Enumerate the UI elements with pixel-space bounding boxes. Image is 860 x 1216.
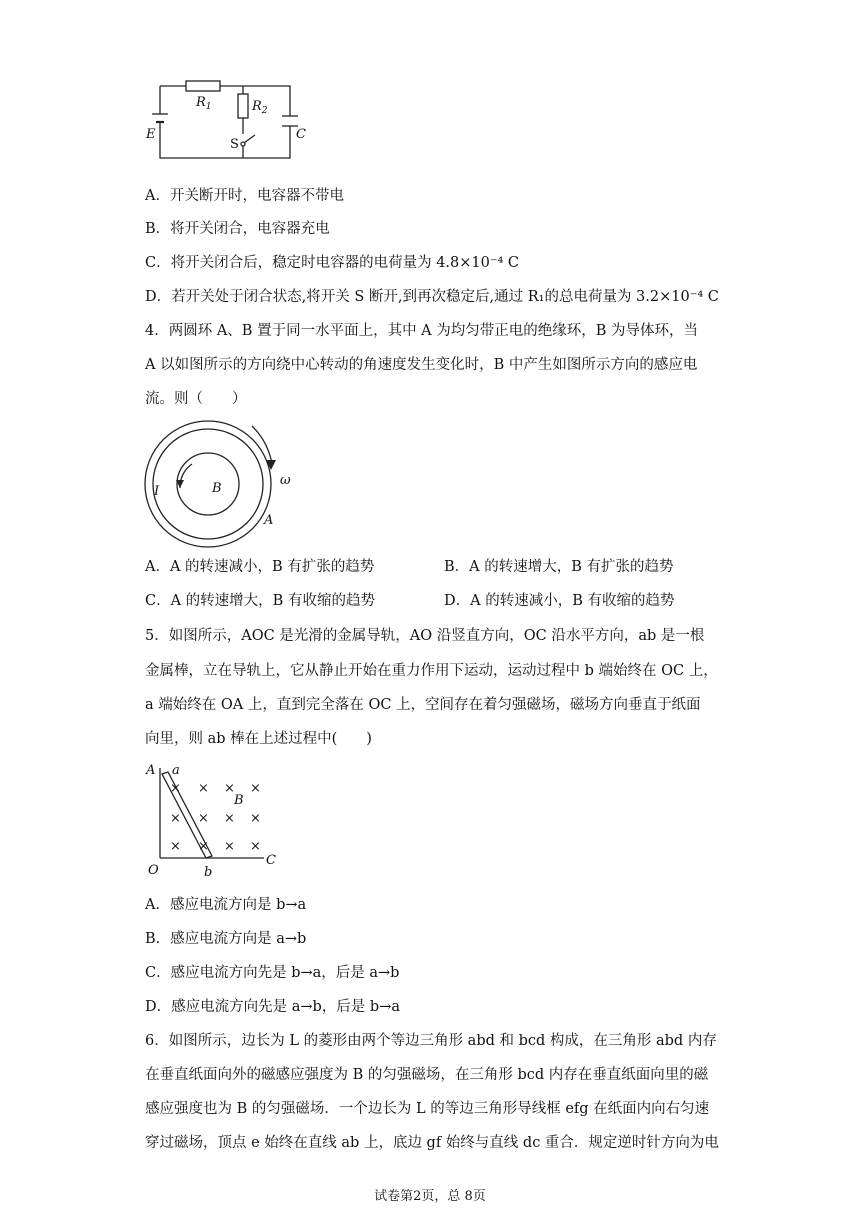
r2-label: $R_2$ <box>252 99 268 116</box>
q3-option-b: B．将开关闭合，电容器充电 <box>145 221 330 237</box>
ring-b-label: B <box>212 481 222 496</box>
q6-stem-line-3: 感应强度也为 B 的匀强磁场．一个边长为 L 的等边三角形导线框 efg 在纸面内向右匀速 <box>145 1101 710 1117</box>
q6-stem-line-1: 6．如图所示，边长为 L 的菱形由两个等边三角形 abd 和 bcd 构成，在三角形 abd 内存 <box>145 1033 717 1049</box>
svg-text:×: × <box>198 781 209 796</box>
svg-text:×: × <box>198 811 209 826</box>
svg-text:×: × <box>170 781 181 796</box>
c-label: C <box>296 127 306 142</box>
q4-stem-line-3: 流。则（ ） <box>145 391 247 407</box>
q4-option-a: A．A 的转速减小，B 有扩张的趋势 <box>145 559 375 575</box>
origin-label: O <box>148 863 159 878</box>
q5-option-c: C．感应电流方向先是 b→a，后是 a→b <box>145 965 400 981</box>
omega-label: ω <box>280 473 291 488</box>
field-b-label: B <box>234 793 244 808</box>
circuit-diagram <box>140 76 310 166</box>
rings-diagram <box>140 418 310 548</box>
q4-option-b: B．A 的转速增大，B 有扩张的趋势 <box>444 559 674 575</box>
q5-stem-line-3: a 端始终在 OA 上，直到完全落在 OC 上，空间存在着匀强磁场，磁场方向垂直于纸面 <box>145 697 701 713</box>
svg-text:×: × <box>250 839 261 854</box>
ring-current-label: I <box>154 484 160 499</box>
q4-stem-line-1: 4．两圆环 A、B 置于同一水平面上，其中 A 为均匀带正电的绝缘环，B 为导体环，当 <box>145 323 699 339</box>
q4-option-c: C．A 的转速增大，B 有收缩的趋势 <box>145 593 375 609</box>
svg-text:×: × <box>224 839 235 854</box>
q3-option-a: A．开关断开时，电容器不带电 <box>145 188 344 204</box>
q3-option-c: C．将开关闭合后，稳定时电容器的电荷量为 4.8×10⁻⁴ C <box>145 255 520 271</box>
svg-text:×: × <box>224 781 235 796</box>
q5-stem-line-2: 金属棒，立在导轨上，它从静止开始在重力作用下运动，运动过程中 b 端始终在 OC 上， <box>145 663 718 679</box>
q5-stem-line-4: 向里，则 ab 棒在上述过程中( ) <box>145 731 372 747</box>
page-footer: 试卷第2页，总 8页 <box>374 1189 486 1204</box>
svg-text:×: × <box>224 811 235 826</box>
svg-text:×: × <box>170 839 181 854</box>
svg-text:×: × <box>250 811 261 826</box>
rail-diagram <box>142 760 282 880</box>
rod-b-label: b <box>204 865 213 880</box>
rail-a-point-label: A <box>146 763 156 778</box>
rail-c-label: C <box>266 853 276 868</box>
q5-option-a: A．感应电流方向是 b→a <box>145 897 307 913</box>
q5-option-b: B．感应电流方向是 a→b <box>145 931 307 947</box>
q4-stem-line-2: A 以如图所示的方向绕中心转动的角速度发生变化时，B 中产生如图所示方向的感应电 <box>145 357 698 373</box>
svg-text:×: × <box>170 811 181 826</box>
s-label: S <box>230 137 239 152</box>
rod-a-label: a <box>172 763 180 778</box>
e-label: E <box>146 127 156 142</box>
q6-stem-line-2: 在垂直纸面向外的磁感应强度为 B 的匀强磁场，在三角形 bcd 内存在垂直纸面向里的磁 <box>145 1067 709 1083</box>
svg-text:×: × <box>250 781 261 796</box>
q5-stem-line-1: 5．如图所示，AOC 是光滑的金属导轨，AO 沿竖直方向，OC 沿水平方向，ab 是一根 <box>145 628 705 644</box>
r1-label: $R_1$ <box>196 95 212 112</box>
svg-text:×: × <box>198 839 209 854</box>
field-crosses <box>170 781 261 854</box>
q6-stem-line-4: 穿过磁场，顶点 e 始终在直线 ab 上，底边 gf 始终与直线 dc 重合．规定逆时针方向为电 <box>145 1135 719 1151</box>
ring-a-label: A <box>264 513 274 528</box>
q4-option-d: D．A 的转速减小，B 有收缩的趋势 <box>444 593 675 609</box>
q3-option-d: D．若开关处于闭合状态,将开关 S 断开,到再次稳定后,通过 R₁的总电荷量为 3.2×10⁻⁴ C <box>145 289 719 305</box>
q5-option-d: D．感应电流方向先是 a→b，后是 b→a <box>145 999 400 1015</box>
